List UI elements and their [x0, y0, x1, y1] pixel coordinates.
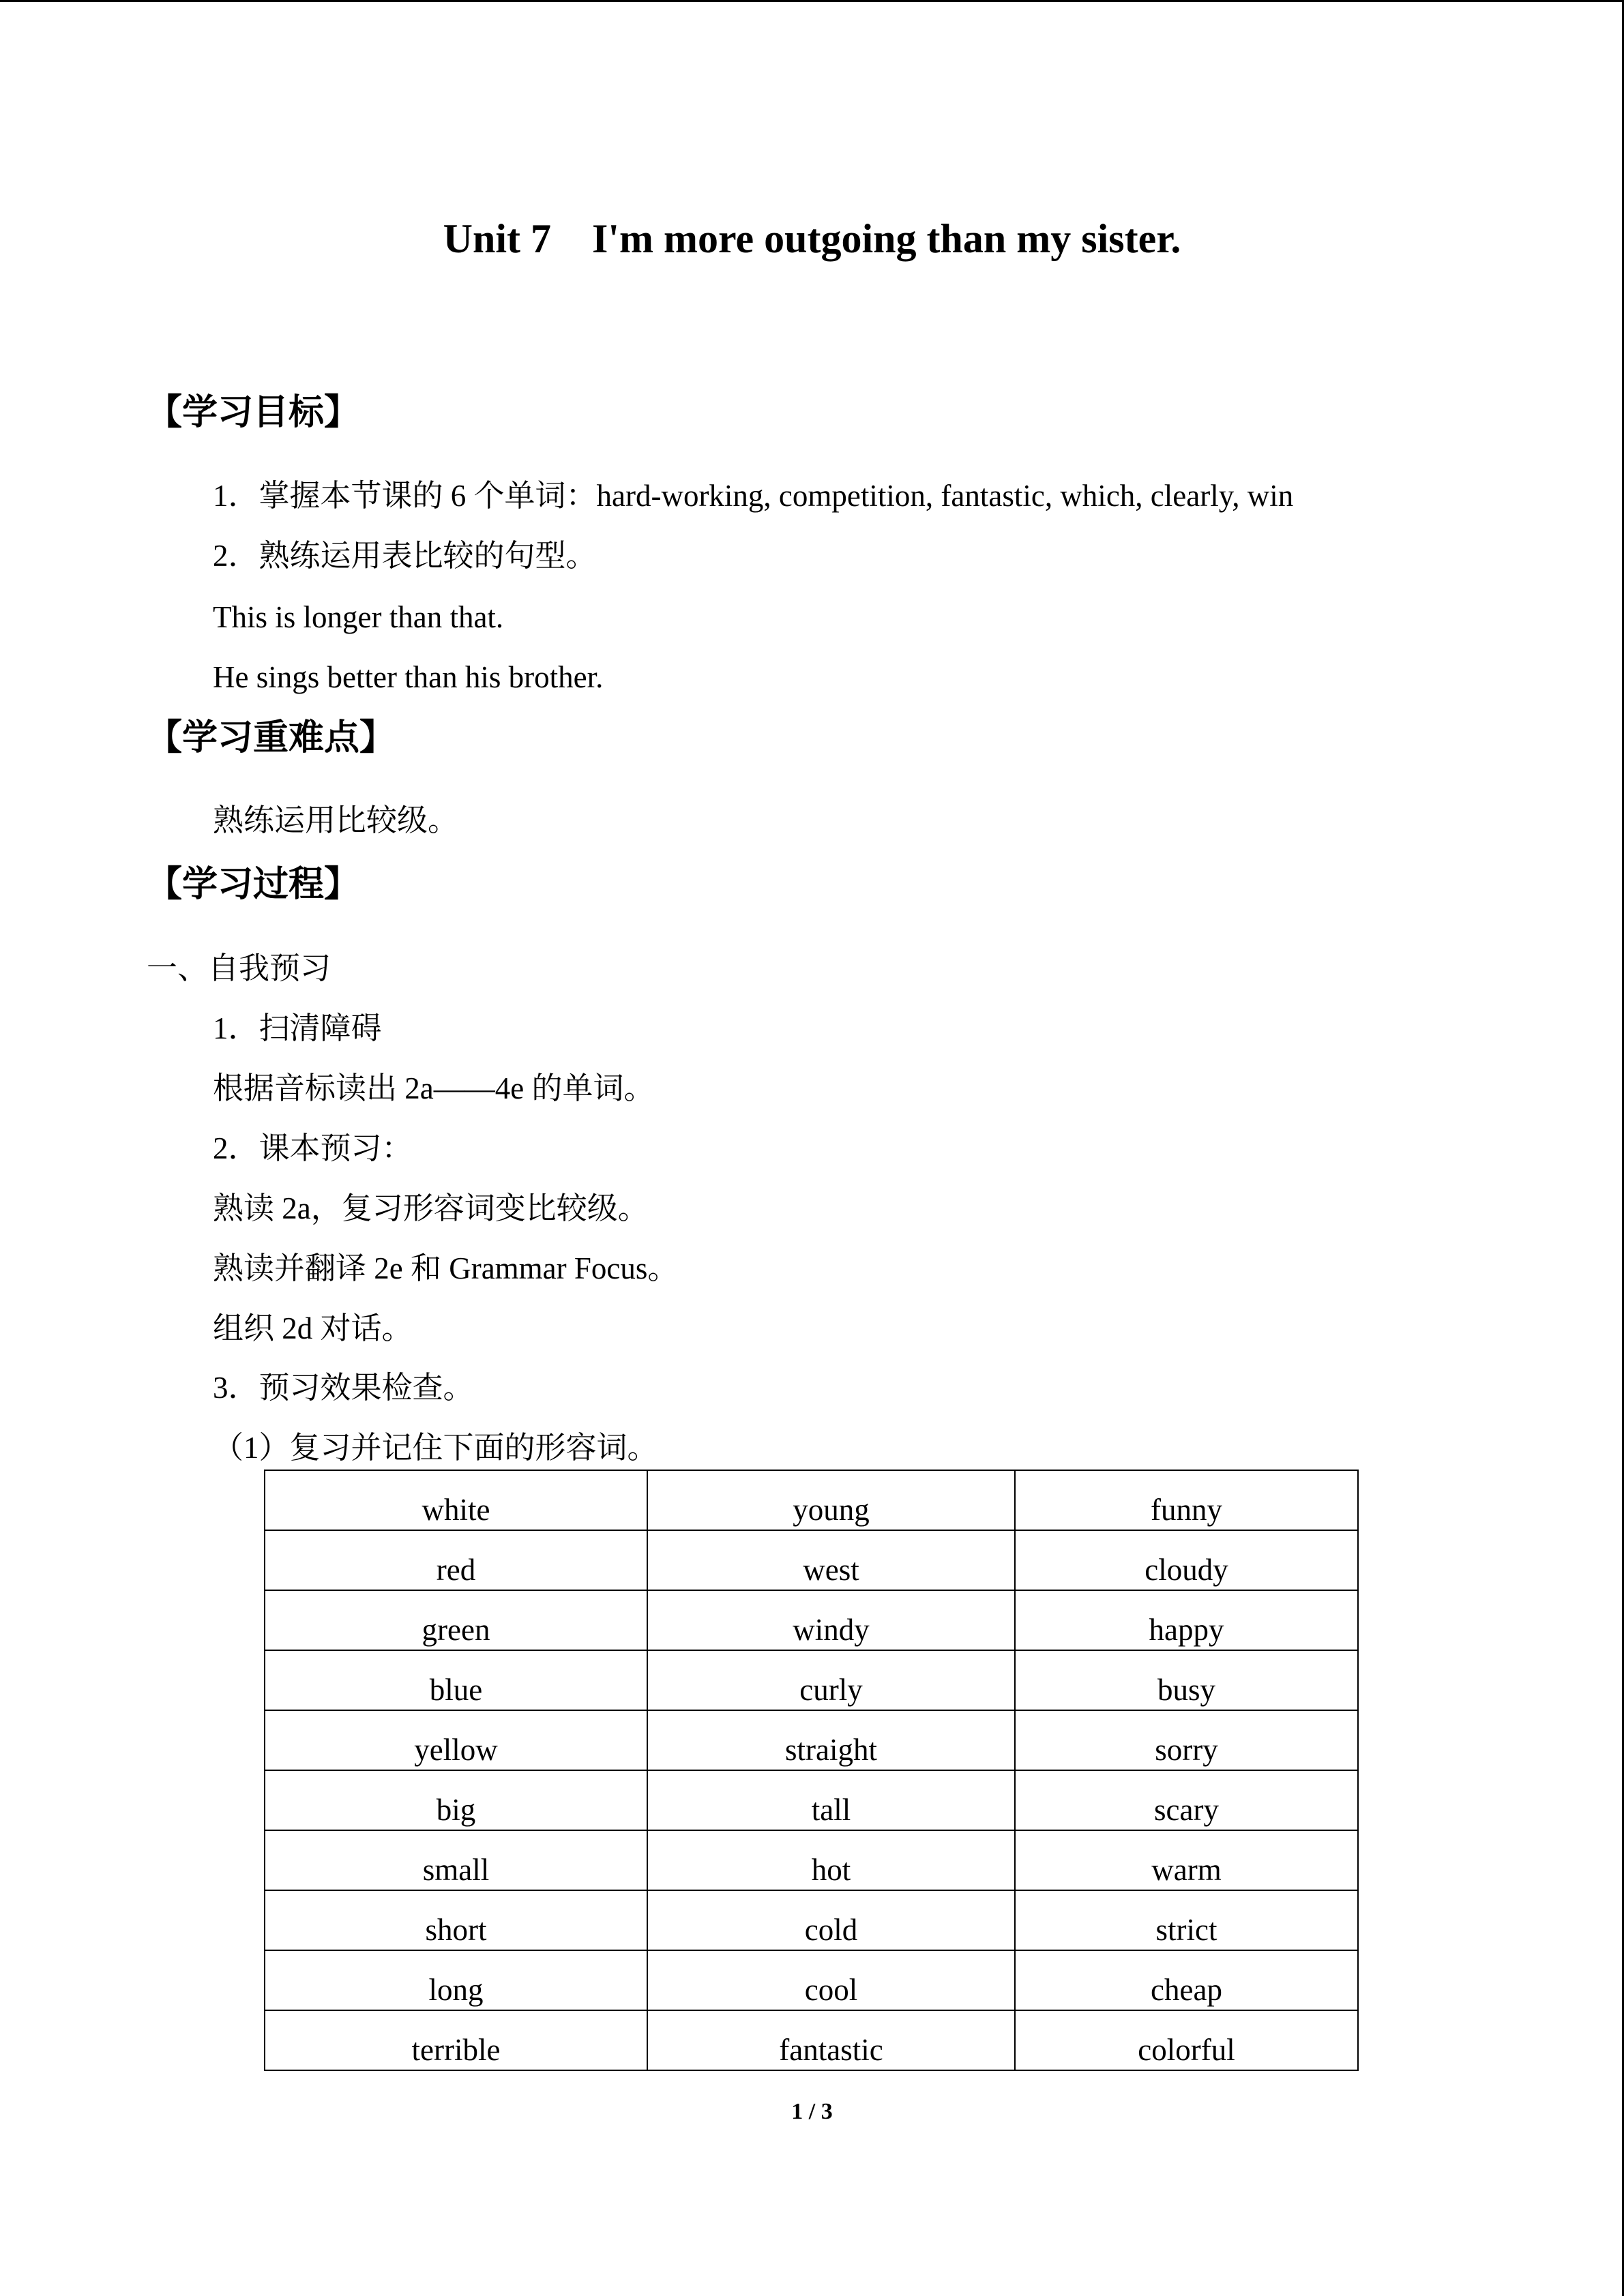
table-cell: cold	[647, 1890, 1015, 1950]
table-row	[265, 1650, 1358, 1710]
goal-2: 2．熟练运用表比较的句型。	[213, 539, 597, 573]
table-cell: green	[265, 1590, 647, 1650]
table-cell: funny	[1015, 1470, 1358, 1530]
table-cell: west	[647, 1530, 1015, 1590]
table-cell: happy	[1015, 1590, 1358, 1650]
table-cell: short	[265, 1890, 647, 1950]
table-cell: cloudy	[1015, 1530, 1358, 1590]
example-sentence-1: This is longer than that.	[213, 600, 504, 634]
table-cell: scary	[1015, 1770, 1358, 1830]
table-cell: curly	[647, 1650, 1015, 1710]
table-cell: strict	[1015, 1890, 1358, 1950]
step-2-a: 熟读 2a，复习形容词变比较级。	[213, 1191, 649, 1225]
process-heading: 【学习过程】	[147, 864, 360, 905]
top-border	[0, 0, 1624, 2]
table-row	[265, 1770, 1358, 1830]
step-2-c: 组织 2d 对话。	[213, 1311, 413, 1345]
step-2: 2．课本预习：	[213, 1131, 413, 1165]
table-cell: terrible	[265, 2010, 647, 2070]
table-cell: white	[265, 1470, 647, 1530]
goals-heading: 【学习目标】	[147, 392, 360, 433]
table-row	[265, 2010, 1358, 2070]
table-row	[265, 1590, 1358, 1650]
table-row	[265, 1950, 1358, 2010]
table-row	[265, 1830, 1358, 1890]
table-cell: cool	[647, 1950, 1015, 2010]
table-row	[265, 1470, 1358, 1530]
table-cell: hot	[647, 1830, 1015, 1890]
step-3: 3．预习效果检查。	[213, 1371, 474, 1405]
key-points-heading: 【学习重难点】	[147, 717, 396, 758]
step-2-b: 熟读并翻译 2e 和 Grammar Focus。	[213, 1251, 679, 1285]
table-cell: sorry	[1015, 1710, 1358, 1770]
table-row	[265, 1890, 1358, 1950]
exercise-1: （1）复习并记住下面的形容词。	[213, 1431, 658, 1465]
table-cell: warm	[1015, 1830, 1358, 1890]
table-row	[265, 1530, 1358, 1590]
table-cell: young	[647, 1470, 1015, 1530]
table-cell: blue	[265, 1650, 647, 1710]
table-cell: small	[265, 1830, 647, 1890]
goal-1: 1．掌握本节课的 6 个单词：hard-working, competition, fantastic, which, clearly, win	[213, 479, 1294, 513]
table-cell: windy	[647, 1590, 1015, 1650]
table-cell: big	[265, 1770, 647, 1830]
table-row	[265, 1710, 1358, 1770]
table-cell: straight	[647, 1710, 1015, 1770]
table-cell: busy	[1015, 1650, 1358, 1710]
table-cell: red	[265, 1530, 647, 1590]
table-cell: colorful	[1015, 2010, 1358, 2070]
step-1-text: 根据音标读出 2a——4e 的单词。	[213, 1071, 655, 1105]
table-cell: fantastic	[647, 2010, 1015, 2070]
page-title: Unit 7 I'm more outgoing than my sister.	[443, 216, 1181, 261]
table-cell: yellow	[265, 1710, 647, 1770]
step-1: 1．扫清障碍	[213, 1011, 382, 1045]
table-cell: cheap	[1015, 1950, 1358, 2010]
page-number: 1 / 3	[791, 2099, 833, 2124]
part-1-heading: 一、自我预习	[147, 951, 331, 985]
example-sentence-2: He sings better than his brother.	[213, 660, 604, 694]
adjectives-table	[264, 1470, 1359, 2071]
key-point: 熟练运用比较级。	[213, 803, 459, 837]
table-cell: tall	[647, 1770, 1015, 1830]
table-cell: long	[265, 1950, 647, 2010]
